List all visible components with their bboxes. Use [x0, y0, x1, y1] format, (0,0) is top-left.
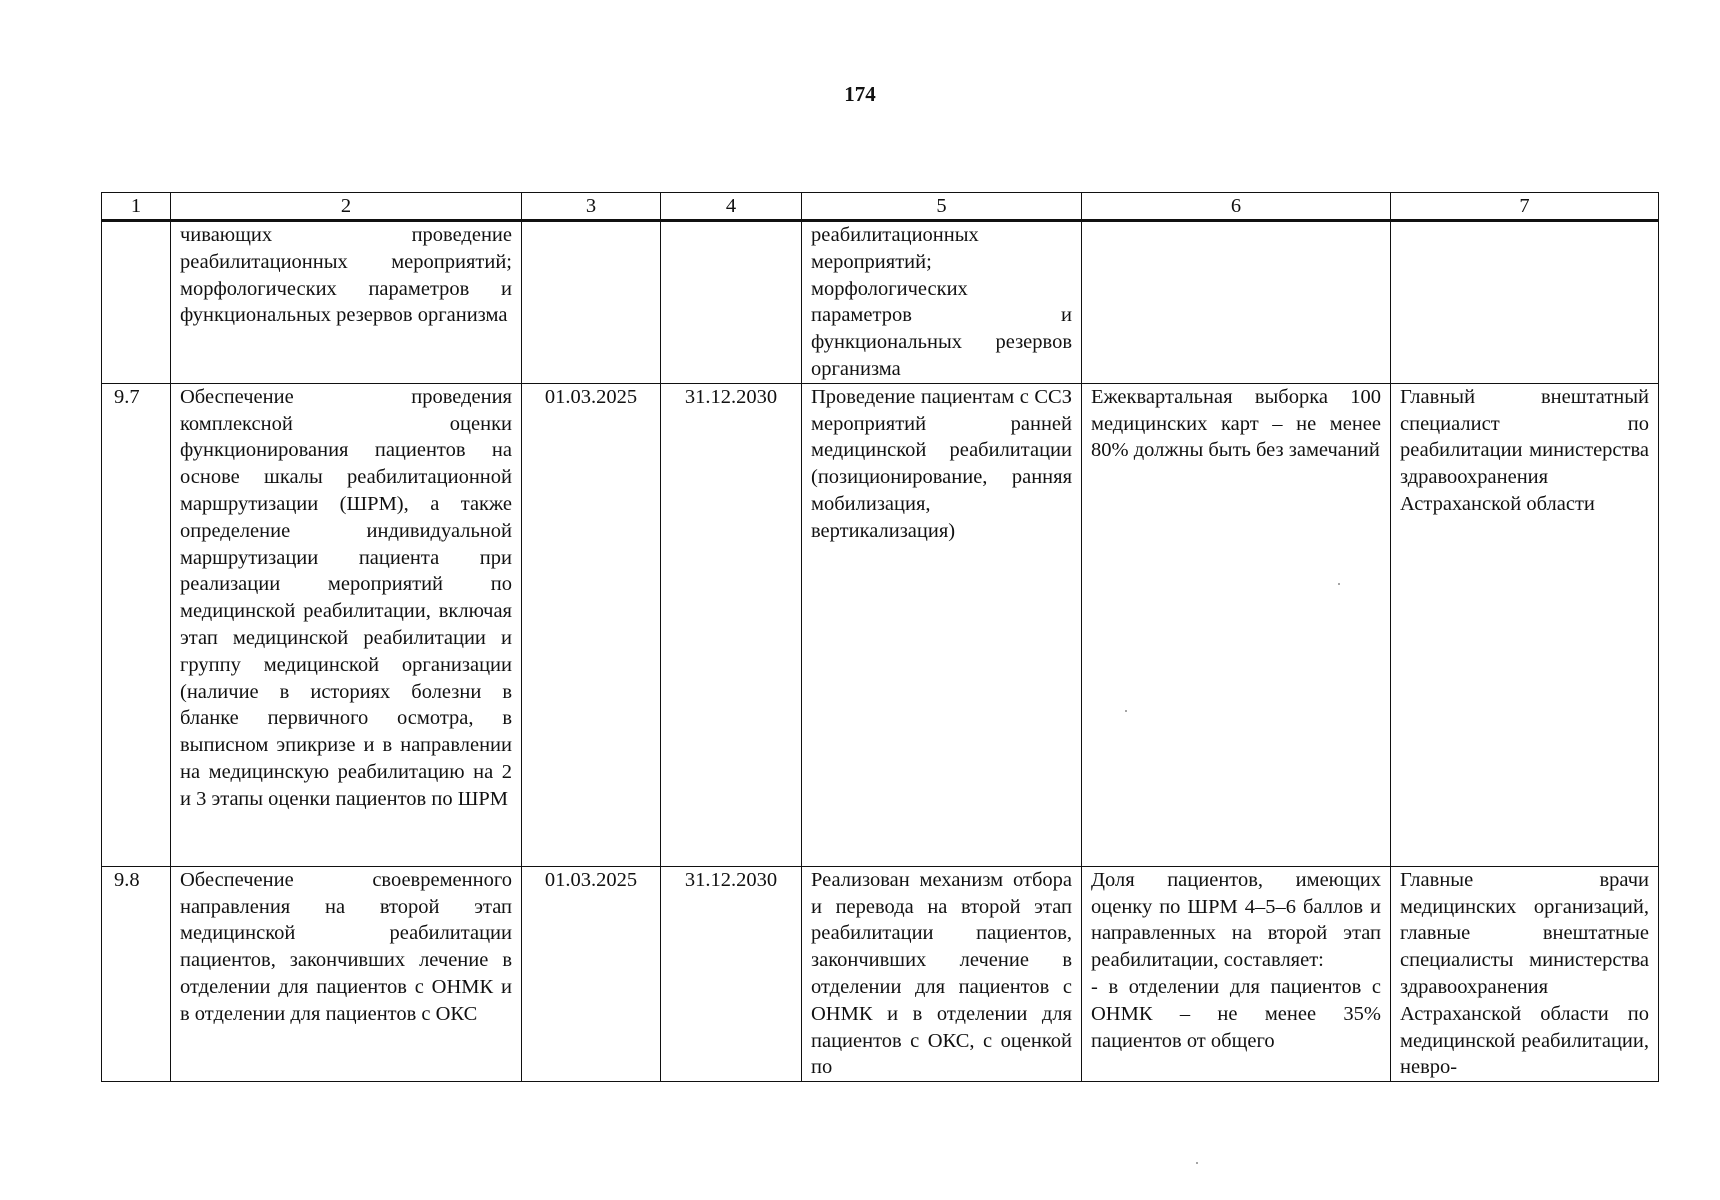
task-cell: Обеспечение проведения комплексной оценки функционирования пациентов на основе шкалы реабилитационной маршрутизации (ШРМ), а также определение индивидуальной маршрутизации пациента при реализации мероприятий по медицинской реабилитации, включая этап медицинской реабилитации и группу медицинской организации (наличие в историях болезни в бланке первичного осмотра, в выписном эпикризе и в направлении на медицинскую реабилитацию на 2 и 3 этапы оценки пациентов по ШРМ: [171, 383, 522, 866]
header-col-5: 5: [802, 193, 1082, 221]
responsible-cell: Главные врачи медицинских организаций, главные внештатные специалисты министерства здравоохранения Астраханской области по медицинской реабилитации, невро-: [1391, 866, 1659, 1081]
end-date-cell: 31.12.2030: [661, 866, 802, 1081]
responsible-cell: Главный внештатный специалист по реабилитации министерства здравоохранения Астраханской области: [1391, 383, 1659, 866]
header-col-3: 3: [522, 193, 661, 221]
task-cell: Обеспечение своевременного направления на второй этап медицинской реабилитации пациентов, закончивших лечение в отделении для пациентов с ОНМК и в отделении для пациентов с ОКС: [171, 866, 522, 1081]
scan-speck: [1196, 1162, 1198, 1164]
end-date-cell: 31.12.2030: [661, 383, 802, 866]
start-date-cell: 01.03.2025: [522, 866, 661, 1081]
header-col-4: 4: [661, 193, 802, 221]
header-col-2: 2: [171, 193, 522, 221]
header-row: [102, 193, 1659, 221]
page-number: 174: [844, 82, 876, 106]
table-row: [102, 866, 1659, 1081]
header-col-6: 6: [1082, 193, 1391, 221]
indicator-text: - в отделении для пациентов с ОНМК – не менее 35% пациентов от общего: [1091, 975, 1381, 1052]
table-row: [102, 383, 1659, 866]
row-number-cell: 9.8: [102, 866, 171, 1081]
indicator-cell: [1082, 221, 1391, 384]
row-number-cell: [102, 221, 171, 384]
responsible-cell: [1391, 221, 1659, 384]
start-date-cell: 01.03.2025: [522, 383, 661, 866]
result-cell: Проведение пациентам с ССЗ мероприятий ранней медицинской реабилитации (позиционирование, ранняя мобилизация, вертикализация): [802, 383, 1082, 866]
result-cell: реабилитационных мероприятий; морфологических параметров и функциональных резервов организма: [802, 221, 1082, 384]
end-date-cell: [661, 221, 802, 384]
plan-table: [101, 192, 1659, 1082]
header-col-7: 7: [1391, 193, 1659, 221]
scan-speck: [1338, 583, 1340, 585]
header-col-1: 1: [102, 193, 171, 221]
row-number-cell: 9.7: [102, 383, 171, 866]
task-cell: чивающих проведение реабилитационных мероприятий; морфологических параметров и функциональных резервов организма: [171, 221, 522, 384]
indicator-cell: Ежеквартальная выборка 100 медицинских карт – не менее 80% должны быть без замечаний: [1082, 383, 1391, 866]
start-date-cell: [522, 221, 661, 384]
indicator-cell: [1082, 866, 1391, 1081]
scan-speck: [1125, 710, 1127, 712]
table-row: [102, 221, 1659, 384]
indicator-text: Доля пациентов, имеющих оценку по ШРМ 4–5–6 баллов и направленных на второй этап реабилитации, составляет:: [1091, 868, 1381, 972]
result-cell: Реализован механизм отбора и перевода на второй этап реабилитации пациентов, закончивших лечение в отделении для пациентов с ОНМК и в отделении для пациентов с ОКС, с оценкой по: [802, 866, 1082, 1081]
